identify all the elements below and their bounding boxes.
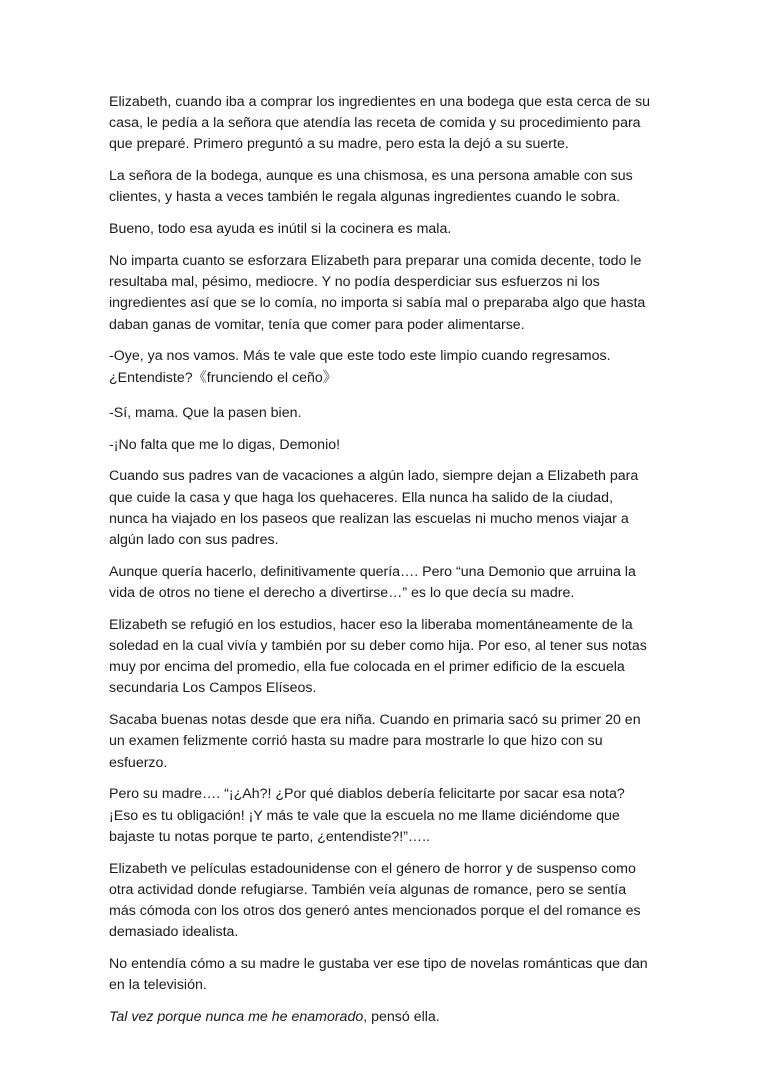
paragraph-comida-mala: No imparta cuanto se esforzara Elizabeth para preparar una comida decente, todo le resultaba mal, pésimo, mediocre. Y no podía desperdiciar sus esfuerzos ni los ingredientes así que se lo comía, no importa si sabía mal o preparaba algo que hasta daban ganas de vomitar, tenía que comer para poder alimentarse. bbox=[109, 253, 646, 333]
paragraph-pero-su-madre: Pero su madre…. “¡¿Ah?! ¿Por qué diablos debería felicitarte por sacar esa nota? ¡Eso es tu obligación! ¡Y más te vale que la escuela no me llame diciéndome que bajaste tu notas porque te parto, ¿entendiste?!”….. bbox=[109, 786, 625, 845]
closing-italic-text: Tal vez porque nunca me he enamorado bbox=[109, 1009, 364, 1026]
paragraph-peliculas: Elizabeth ve películas estadounidense con el género de horror y de suspenso como otra actividad donde refugiarse. También veía algunas de romance, pero se sentía más cómoda con los otros dos generó antes mencionados porque el del romance es demasiado idealista. bbox=[109, 860, 641, 941]
paragraph-bodega-intro: Elizabeth, cuando iba a comprar los ingredientes en una bodega que esta cerca de su casa, le pedía a la señora que atendía las receta de comida y su procedimiento para que preparé. Primero preguntó a su madre, pero esta la dejó a su suerte. bbox=[109, 94, 651, 153]
paragraph-senora-bodega: La señora de la bodega, aunque es una chismosa, es una persona amable con sus clientes, y hasta a veces también le regala algunas ingredientes cuando le sobra. bbox=[109, 168, 633, 206]
dialogue-si-mama: -Sí, mama. Que la pasen bien. bbox=[109, 404, 302, 421]
paragraph-vacaciones: Cuando sus padres van de vacaciones a algún lado, siempre dejan a Elizabeth para que cuide la casa y que haga los quehaceres. Ella nunca ha salido de la ciudad, nunca ha viajado en los paseos que realizan las escuelas ni mucho menos viajar a algún lado con sus padres. bbox=[109, 468, 639, 549]
paragraph-novelas-romanticas: No entendía cómo a su madre le gustaba ver ese tipo de novelas románticas que dan en la televisión. bbox=[109, 956, 648, 994]
paragraph-ayuda-inutil: Bueno, todo esa ayuda es inútil si la cocinera es mala. bbox=[109, 221, 452, 238]
dialogue-oye-nos-vamos: -Oye, ya nos vamos. Más te vale que este todo este limpio cuando regresamos. ¿Entendiste?《frunciendo el ceño》 bbox=[109, 348, 611, 386]
document-page bbox=[109, 92, 654, 1039]
dialogue-demonio: -¡No falta que me lo digas, Demonio! bbox=[109, 436, 341, 453]
closing-plain-text: , pensó ella. bbox=[363, 1009, 440, 1026]
paragraph-refugio-estudios: Elizabeth se refugió en los estudios, hacer eso la liberaba momentáneamente de la soledad en la cual vivía y también por su deber como hija. Por eso, al tener sus notas muy por encima del promedio, ella fue colocada en el primer edificio de la escuela secundaria Los Campos Elíseos. bbox=[109, 616, 647, 697]
paragraph-aunque-queria: Aunque quería hacerlo, definitivamente quería…. Pero “una Demonio que arruina la vida de otros no tiene el derecho a divertirse…” es lo que decía su madre. bbox=[109, 563, 636, 602]
paragraph-closing-thought bbox=[109, 1007, 654, 1028]
paragraph-buenas-notas: Sacaba buenas notas desde que era niña. Cuando en primaria sacó su primer 20 en un examen felizmente corrió hasta su madre para mostrarle lo que hizo con su esfuerzo. bbox=[109, 712, 641, 771]
